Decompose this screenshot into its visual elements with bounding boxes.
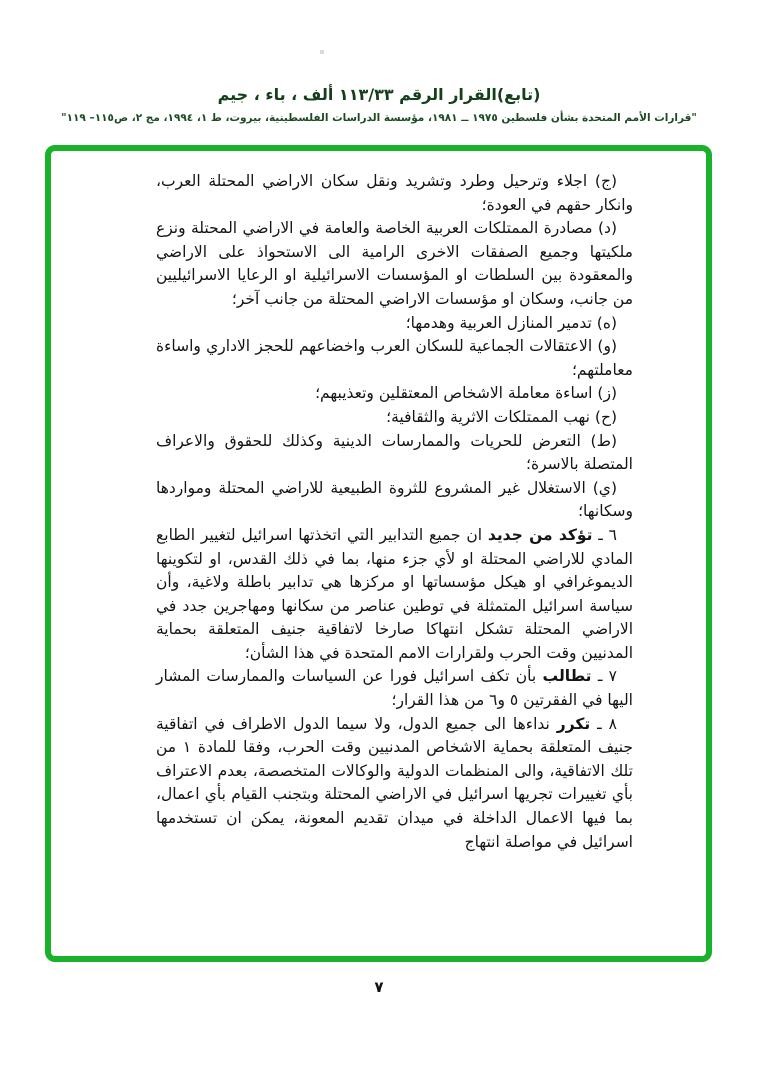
source-citation-line: "قرارات الأمم المتحدة بشأن فلسطين ١٩٧٥ ــ ١٩٨١، مؤسسة الدراسات الفلسطينية، بيروت، ط ١، ١٩٩٤، مج ٢، ص١١٥– ١١٩": [61, 112, 697, 124]
paragraph-number: ٧ ـ: [591, 667, 617, 686]
paragraph-item-w: [156, 335, 633, 382]
paragraph-bold-lead: تطالب: [542, 667, 592, 686]
paragraph-text: (ط) التعرض للحريات والممارسات الدينية وكذلك للحقوق والاعراف المتصلة بالاسرة؛: [156, 431, 633, 474]
paragraph-text: (ي) الاستغلال غير المشروع للثروة الطبيعية للاراضي المحتلة ومواردها وسكانها؛: [156, 478, 633, 521]
paragraph-text: نداءها الى جميع الدول، ولا سيما الدول الاطراف في اتفاقية جنيف المتعلقة بحماية الاشخاص المدنيين وقت الحرب، وفقا للمادة ١ من تلك الاتفاقية، والى المنظمات الدولية والوكالات المتخصصة، بعدم الاعتراف بأي تغييرات تجريها اسرائيل في الاراضي المحتلة وبتجنب القيام بأي اعمال، بما فيها الاعمال الداخلة في ميدان تقديم المعونة، يمكن ان تستخدمها اسرائيل في مواصلة انتهاج: [156, 714, 634, 851]
paragraph-item-z: [156, 382, 633, 406]
paragraph-item-t: [156, 430, 633, 477]
paragraph-text: ان جميع التدابير التي اتخذتها اسرائيل لتغيير الطابع المادي للاراضي المحتلة او لأي جزء منها، بما في ذلك القدس، او لتكوينها الديموغرافي او هيكل مؤسساتها او مركزها هي تدابير باطلة ولاغية، وأن سياسة اسرائيل المتمثلة في توطين عناصر من سكانها ومهاجرين جدد في الاراضي المحتلة تشكل انتهاكا صارخا لاتفاقية جنيف المتعلقة بحماية المدنيين وقت الحرب ولقرارات الامم المتحدة في هذا الشأن؛: [156, 525, 633, 662]
paragraph-text: (و) الاعتقالات الجماعية للسكان العرب واخضاعهم للحجز الاداري واساءة معاملتهم؛: [156, 337, 633, 379]
paragraph-text: (د) مصادرة الممتلكات العربية الخاصة والعامة في الاراضي المحتلة ونزع ملكيتها وجميع الصفقات الاخرى الرامية الى الاستحواذ على الاراضي والمعقودة بين السلطات او المؤسسات الاسرائيلية او الرعايا الاسرائيليين من جانب، وسكان او مؤسسات الاراضي المحتلة من جانب آخر؛: [156, 219, 633, 308]
paragraph-number: ٦ ـ: [592, 525, 617, 544]
paragraph-item-y: [156, 477, 633, 524]
paragraph-text: (ج) اجلاء وترحيل وطرد وتشريد ونقل سكان الاراضي المحتلة العرب، وانكار حقهم في العودة؛: [156, 172, 633, 214]
paragraph-bold-lead: تكرر: [556, 714, 591, 733]
paragraph-text: (ز) اساءة معاملة الاشخاص المعتقلين وتعذيبهم؛: [315, 384, 617, 403]
paragraph-item-7: [156, 665, 633, 712]
paragraph-item-6: [156, 524, 633, 666]
paragraph-item-8: [156, 713, 633, 855]
paragraph-text: بأن تكف اسرائيل فورا عن السياسات والممارسات المشار اليها في الفقرتين ٥ و٦ من هذا القرار؛: [156, 667, 633, 710]
paragraph-number: ٨ ـ: [590, 714, 617, 733]
resolution-text-block: [156, 170, 633, 854]
paragraph-text: (ح) نهب الممتلكات الاثرية والثقافية؛: [386, 407, 617, 426]
scan-artifact-speck: [320, 50, 324, 54]
paragraph-item-d: [156, 217, 633, 311]
paragraph-item-c: [156, 170, 633, 217]
document-title: (تابع)القرار الرقم ١١٣/٣٣ ألف ، باء ، جيم: [217, 85, 541, 104]
paragraph-item-h: [156, 312, 633, 336]
paragraph-bold-lead: تؤكد من جديد: [487, 525, 593, 544]
paragraph-text: (ه) تدمير المنازل العربية وهدمها؛: [405, 313, 617, 332]
page-number: ٧: [374, 978, 384, 996]
paragraph-item-hh: [156, 406, 633, 430]
